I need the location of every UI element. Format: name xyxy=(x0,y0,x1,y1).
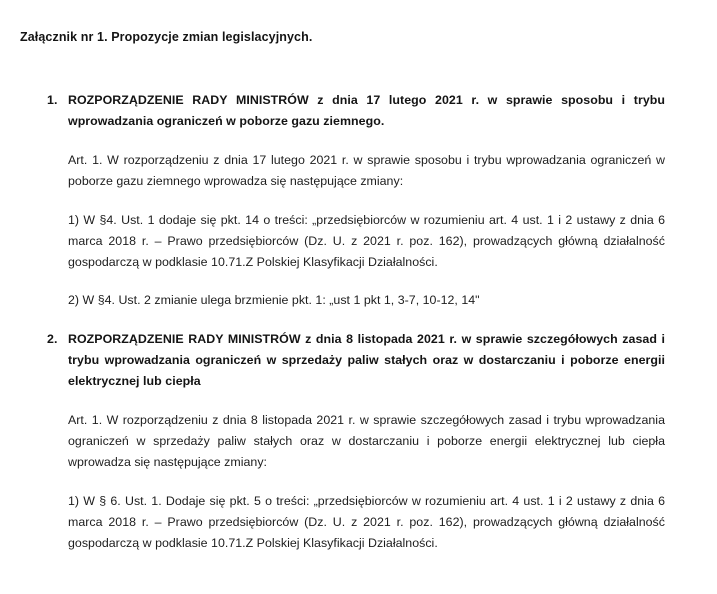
section-2 xyxy=(47,329,665,554)
section-2-point-1: 1) W § 6. Ust. 1. Dodaje się pkt. 5 o treści: „przedsiębiorców w rozumieniu art. 4 ust. 1 i 2 ustawy z dnia 6 marca 2018 r. – Prawo przedsiębiorców (Dz. U. z 2021 r. poz. 162), prowadzących główną działalność gospodarczą w podklasie 10.71.Z Polskiej Klasyfikacji Działalności. xyxy=(68,494,665,550)
section-1-point-2: 2) W §4. Ust. 2 zmianie ulega brzmienie pkt. 1: „ust 1 pkt 1, 3-7, 10-12, 14" xyxy=(68,293,480,307)
page-title: Załącznik nr 1. Propozycje zmian legislacyjnych. xyxy=(20,30,313,44)
section-2-number: 2. xyxy=(47,332,58,346)
section-1-heading xyxy=(47,90,665,132)
section-1-number: 1. xyxy=(47,93,58,107)
section-1-point-1: 1) W §4. Ust. 1 dodaje się pkt. 14 o treści: „przedsiębiorców w rozumieniu art. 4 ust. 1 i 2 ustawy z dnia 6 marca 2018 r. – Prawo przedsiębiorców (Dz. U. z 2021 r. poz. 162), prowadzących główną działalność gospodarczą w podklasie 10.71.Z Polskiej Klasyfikacji Działalności. xyxy=(68,213,665,269)
section-1-article: Art. 1. W rozporządzeniu z dnia 17 lutego 2021 r. w sprawie sposobu i trybu wprowadzania ograniczeń w poborze gazu ziemnego wprowadza się następujące zmiany: xyxy=(68,153,665,188)
section-1-heading-text: ROZPORZĄDZENIE RADY MINISTRÓW z dnia 17 lutego 2021 r. w sprawie sposobu i trybu wprowadzania ograniczeń w poborze gazu ziemnego. xyxy=(68,93,665,128)
section-2-heading xyxy=(47,329,665,392)
section-1 xyxy=(47,90,665,311)
document-body xyxy=(47,90,665,554)
section-2-article: Art. 1. W rozporządzeniu z dnia 8 listopada 2021 r. w sprawie szczegółowych zasad i trybu wprowadzania ograniczeń w sprzedaży paliw stałych oraz w dostarczaniu i poborze energii elektrycznej lub ciepła wprowadza się następujące zmiany: xyxy=(68,413,665,469)
section-2-heading-text: ROZPORZĄDZENIE RADY MINISTRÓW z dnia 8 listopada 2021 r. w sprawie szczegółowych zasad i trybu wprowadzania ograniczeń w sprzedaży paliw stałych oraz w dostarczaniu i poborze energii elektrycznej lub ciepła xyxy=(68,332,665,388)
